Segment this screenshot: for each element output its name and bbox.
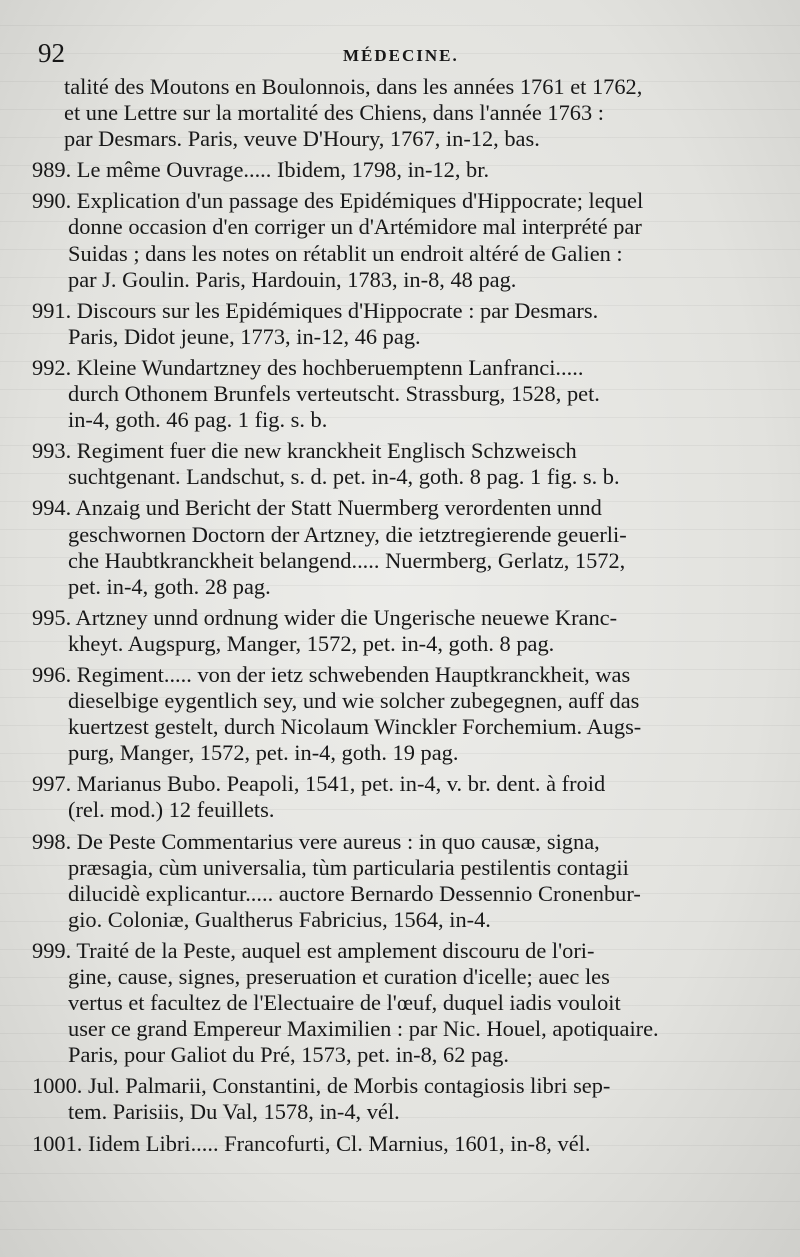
entry-line: vertus et facultez de l'Electuaire de l'œuf, duquel iadis vouloit bbox=[68, 990, 621, 1016]
entry-line bbox=[32, 188, 767, 214]
catalogue-entry bbox=[32, 1073, 767, 1125]
entry-line: pet. in-4, goth. 28 pag. bbox=[68, 573, 271, 599]
entry-text: Marianus Bubo. Peapoli, 1541, pet. in-4, v. br. dent. à froid bbox=[76, 771, 606, 797]
entry-line: suchtgenant. Landschut, s. d. pet. in-4, goth. 8 pag. 1 fig. s. b. bbox=[68, 464, 620, 490]
entry-line: in-4, goth. 46 pag. 1 fig. s. b. bbox=[68, 407, 328, 433]
entry-number: 989. bbox=[32, 157, 77, 183]
entry-line bbox=[32, 938, 767, 964]
entry-line: kheyt. Augspurg, Manger, 1572, pet. in-4, goth. 8 pag. bbox=[68, 630, 555, 656]
entry-line: durch Othonem Brunfels verteutscht. Strassburg, 1528, pet. bbox=[68, 381, 600, 407]
entry-line bbox=[32, 438, 767, 464]
entry-text: Le même Ouvrage..... Ibidem, 1798, in-12, br. bbox=[76, 157, 490, 183]
entry-text: Jul. Palmarii, Constantini, de Morbis contagiosis libri sep- bbox=[87, 1073, 611, 1099]
entry-line: Suidas ; dans les notes on rétablit un endroit altéré de Galien : bbox=[68, 240, 623, 266]
entry-line: che Haubtkranckheit belangend..... Nuermberg, Gerlatz, 1572, bbox=[68, 547, 626, 573]
entry-line: gine, cause, signes, preseruation et curation d'icelle; auec les bbox=[68, 964, 610, 989]
entry-number: 990. bbox=[32, 188, 77, 214]
entry-text: Iidem Libri..... Francofurti, Cl. Marnius, 1601, in-8, vél. bbox=[87, 1130, 591, 1156]
entry-line bbox=[32, 662, 767, 688]
catalogue-entry bbox=[32, 771, 767, 823]
entry-number: 992. bbox=[32, 354, 77, 380]
entry-line bbox=[32, 829, 767, 855]
entry-line: tem. Parisiis, Du Val, 1578, in-4, vél. bbox=[68, 1099, 400, 1125]
entry-line: Paris, Didot jeune, 1773, in-12, 46 pag. bbox=[68, 323, 421, 349]
entry-number: 996. bbox=[32, 661, 77, 687]
entry-line: par Desmars. Paris, veuve D'Houry, 1767, in-12, bas. bbox=[64, 126, 540, 152]
entry-text: De Peste Commentarius vere aureus : in quo causæ, signa, bbox=[76, 828, 600, 854]
entry-number: 995. bbox=[32, 604, 76, 630]
entry-text: Artzney unnd ordnung wider die Ungerische neuewe Kranc- bbox=[75, 604, 618, 630]
catalogue-entry bbox=[32, 188, 767, 292]
entry-line: præsagia, cùm universalia, tùm particularia pestilentis contagii bbox=[68, 854, 629, 880]
entry-line: kuertzest gestelt, durch Nicolaum Winckler Forchemium. Augs- bbox=[68, 714, 642, 740]
entry-line: talité des Moutons en Boulonnois, dans les années 1761 et 1762, bbox=[64, 74, 643, 99]
entry-line: gio. Coloniæ, Gualtherus Fabricius, 1564, in-4. bbox=[68, 906, 491, 932]
continued-entry bbox=[32, 74, 767, 152]
catalogue-entry bbox=[32, 495, 767, 599]
entry-line: user ce grand Empereur Maximilien : par Nic. Houel, apotiquaire. bbox=[68, 1016, 659, 1042]
entry-text: Explication d'un passage des Epidémiques d'Hippocrate; lequel bbox=[76, 188, 644, 214]
entry-line: (rel. mod.) 12 feuillets. bbox=[68, 797, 275, 823]
catalogue-entries bbox=[32, 74, 767, 1162]
entry-text: Kleine Wundartzney des hochberuemptenn Lanfranci..... bbox=[76, 354, 584, 380]
catalogue-entry bbox=[32, 298, 767, 350]
entry-line bbox=[32, 355, 767, 381]
entry-line bbox=[32, 298, 767, 324]
entry-line bbox=[32, 495, 767, 521]
catalogue-entry bbox=[32, 938, 767, 1068]
catalogue-entry bbox=[32, 829, 767, 933]
running-title: MÉDECINE. bbox=[343, 46, 459, 65]
entry-line bbox=[32, 605, 767, 631]
entry-line: dilucidè explicantur..... auctore Bernardo Dessennio Cronenbur- bbox=[68, 880, 641, 906]
entry-number: 997. bbox=[32, 771, 77, 797]
catalogue-entry bbox=[32, 355, 767, 433]
entry-line bbox=[32, 1073, 767, 1099]
entry-text: Regiment..... von der ietz schwebenden Hauptkranckheit, was bbox=[76, 661, 631, 687]
entry-number: 1000. bbox=[32, 1073, 88, 1099]
entry-line: donne occasion d'en corriger un d'Artémidore mal interprété par bbox=[68, 214, 642, 240]
entry-text: Regiment fuer die new kranckheit Englisch Schzweisch bbox=[76, 438, 577, 464]
entry-text: Anzaig und Bericht der Statt Nuermberg verordenten unnd bbox=[75, 495, 602, 521]
catalogue-entry bbox=[32, 438, 767, 490]
entry-number: 999. bbox=[32, 937, 77, 963]
entry-line bbox=[32, 771, 767, 797]
page-number: 92 bbox=[38, 38, 65, 68]
page-header bbox=[38, 38, 758, 74]
entry-line: dieselbige eygentlich sey, und wie solcher zubegegnen, auff das bbox=[68, 688, 640, 714]
catalogue-entry bbox=[32, 605, 767, 657]
entry-text: Traité de la Peste, auquel est amplement discouru de l'ori- bbox=[76, 937, 595, 963]
entry-line: Paris, pour Galiot du Pré, 1573, pet. in-8, 62 pag. bbox=[68, 1042, 509, 1068]
entry-number: 991. bbox=[32, 297, 77, 323]
entry-line: purg, Manger, 1572, pet. in-4, goth. 19 pag. bbox=[68, 740, 459, 766]
entry-number: 998. bbox=[32, 828, 77, 854]
catalogue-entry bbox=[32, 1131, 767, 1157]
entry-line bbox=[32, 157, 767, 183]
entry-line: par J. Goulin. Paris, Hardouin, 1783, in-8, 48 pag. bbox=[68, 266, 517, 292]
entry-number: 1001. bbox=[32, 1130, 88, 1156]
entry-number: 993. bbox=[32, 438, 77, 464]
catalogue-entry bbox=[32, 662, 767, 766]
entry-number: 994. bbox=[32, 495, 76, 521]
entry-line: et une Lettre sur la mortalité des Chiens, dans l'année 1763 : bbox=[64, 100, 605, 126]
entry-line bbox=[32, 1131, 767, 1157]
catalogue-entry bbox=[32, 157, 767, 183]
entry-line: geschwornen Doctorn der Artzney, die ietztregierende geuerli- bbox=[68, 521, 627, 547]
entry-text: Discours sur les Epidémiques d'Hippocrate : par Desmars. bbox=[76, 297, 599, 323]
